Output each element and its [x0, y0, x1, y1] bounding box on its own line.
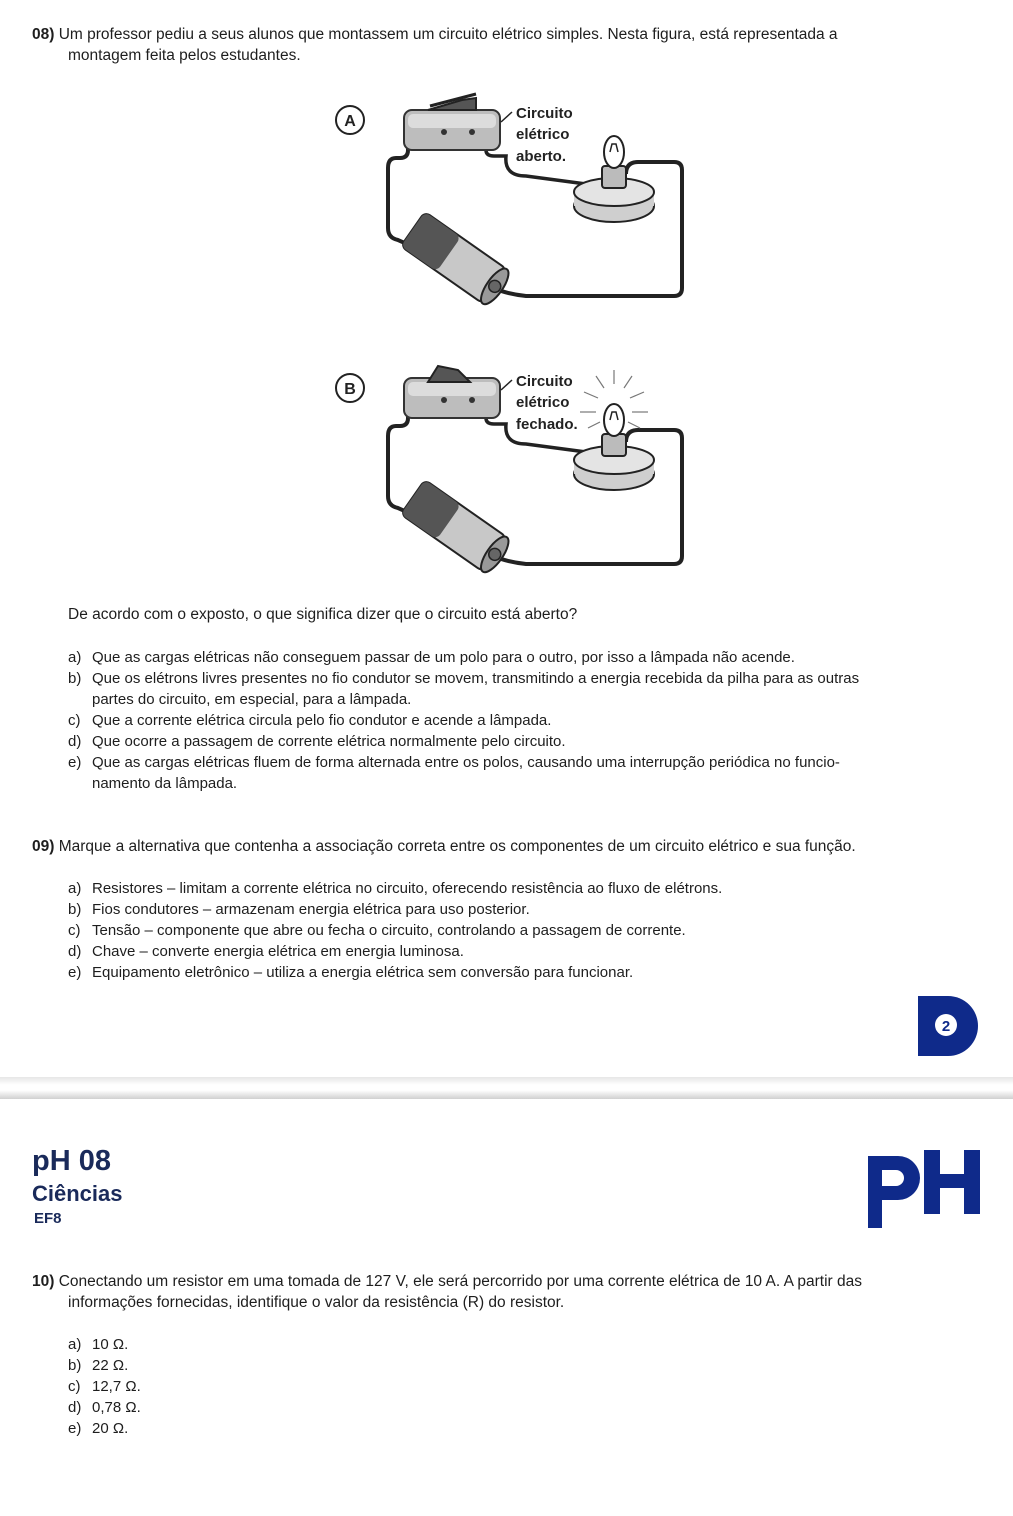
ph-logo [862, 1148, 986, 1232]
q09-statement [32, 836, 992, 857]
battery [401, 212, 514, 306]
q10-option-d[interactable]: d) 0,78 Ω. [68, 1399, 141, 1416]
subject-title: Ciências [32, 1181, 123, 1206]
page-divider [0, 1077, 1013, 1099]
q09-text: Marque a alternativa que contenha a associação correta entre os componentes de um circuito elétrico e sua função. [58, 838, 856, 855]
q08-text-line2: montagem feita pelos estudantes. [68, 47, 301, 64]
q09-option-b[interactable]: b) Fios condutores – armazenam energia elétrica para uso posterior. [68, 901, 530, 918]
q09-option-d[interactable]: d) Chave – converte energia elétrica em energia luminosa. [68, 943, 464, 960]
q08-option-d[interactable]: d) Que ocorre a passagem de corrente elétrica normalmente pelo circuito. [68, 733, 566, 750]
q08-prompt: De acordo com o exposto, o que significa dizer que o circuito está aberto? [68, 606, 578, 623]
q09-number: 09) [32, 838, 55, 855]
q10-option-c[interactable]: c) 12,7 Ω. [68, 1378, 141, 1395]
q08-option-c[interactable]: c) Que a corrente elétrica circula pelo fio condutor e acende a lâmpada. [68, 712, 552, 729]
q08-number: 08) [32, 26, 55, 43]
q10-option-a[interactable]: a) 10 Ω. [68, 1336, 129, 1353]
figure-a-label: A [344, 113, 356, 130]
grade-label: EF8 [34, 1210, 62, 1227]
page-number: 2 [941, 1018, 951, 1035]
q10-number: 10) [32, 1273, 55, 1290]
q08-text-line1: Um professor pediu a seus alunos que montassem um circuito elétrico simples. Nesta figura, está representada a [58, 26, 838, 43]
q10-text-line2: informações fornecidas, identifique o valor da resistência (R) do resistor. [68, 1294, 565, 1311]
figure-a-caption-1: Circuito [516, 105, 573, 122]
q08-option-a[interactable]: a) Que as cargas elétricas não conseguem passar de um polo para o outro, por isso a lâmpada não acende. [68, 649, 795, 666]
figure-b-caption-2: elétrico [516, 394, 570, 411]
switch-contact [441, 129, 447, 135]
q10-statement [32, 1271, 992, 1313]
figure-a-caption-2: elétrico [516, 126, 570, 143]
figure-b-closed-circuit [326, 356, 696, 574]
q10-option-b[interactable]: b) 22 Ω. [68, 1357, 129, 1374]
q09-option-c[interactable]: c) Tensão – componente que abre ou fecha o circuito, controlando a passagem de corrente. [68, 922, 686, 939]
q08-statement [32, 24, 992, 66]
lamp-bulb-on [604, 404, 624, 436]
q08-option-e[interactable]: e) Que as cargas elétricas fluem de forma alternada entre os polos, causando uma interrupção periódica no funcio- namento da lâmpada. [68, 754, 840, 792]
figure-b-label: B [344, 381, 356, 398]
figure-a-caption-3: aberto. [516, 148, 567, 165]
page-number-badge [914, 994, 980, 1058]
lamp-bulb-off [604, 136, 624, 168]
switch-contact [469, 129, 475, 135]
ph-logo-text: pH [862, 1148, 864, 1149]
switch-lever-closed [428, 366, 470, 382]
figure-b-caption-3: fechado. [516, 416, 578, 433]
lamp-socket [602, 434, 626, 456]
q10-option-e[interactable]: e) 20 Ω. [68, 1420, 129, 1437]
lamp-socket [602, 166, 626, 188]
q09-option-a[interactable]: a) Resistores – limitam a corrente elétrica no circuito, oferecendo resistência ao fluxo de elétrons. [68, 880, 723, 897]
figure-a-open-circuit [326, 88, 696, 306]
switch-top [408, 114, 496, 128]
battery [401, 480, 514, 574]
q09-option-e[interactable]: e) Equipamento eletrônico – utiliza a energia elétrica sem conversão para funcionar. [68, 964, 634, 981]
booklet-title: pH 08 [32, 1145, 111, 1177]
figure-b-caption-1: Circuito [516, 373, 573, 390]
q08-option-b[interactable]: b) Que os elétrons livres presentes no fio condutor se movem, transmitindo a energia recebida da pilha para as outras partes do circuito, em especial, para a lâmpada. [68, 670, 860, 708]
q10-text-line1: Conectando um resistor em uma tomada de 127 V, ele será percorrido por uma corrente elétrica de 10 A. A partir das [58, 1273, 863, 1290]
